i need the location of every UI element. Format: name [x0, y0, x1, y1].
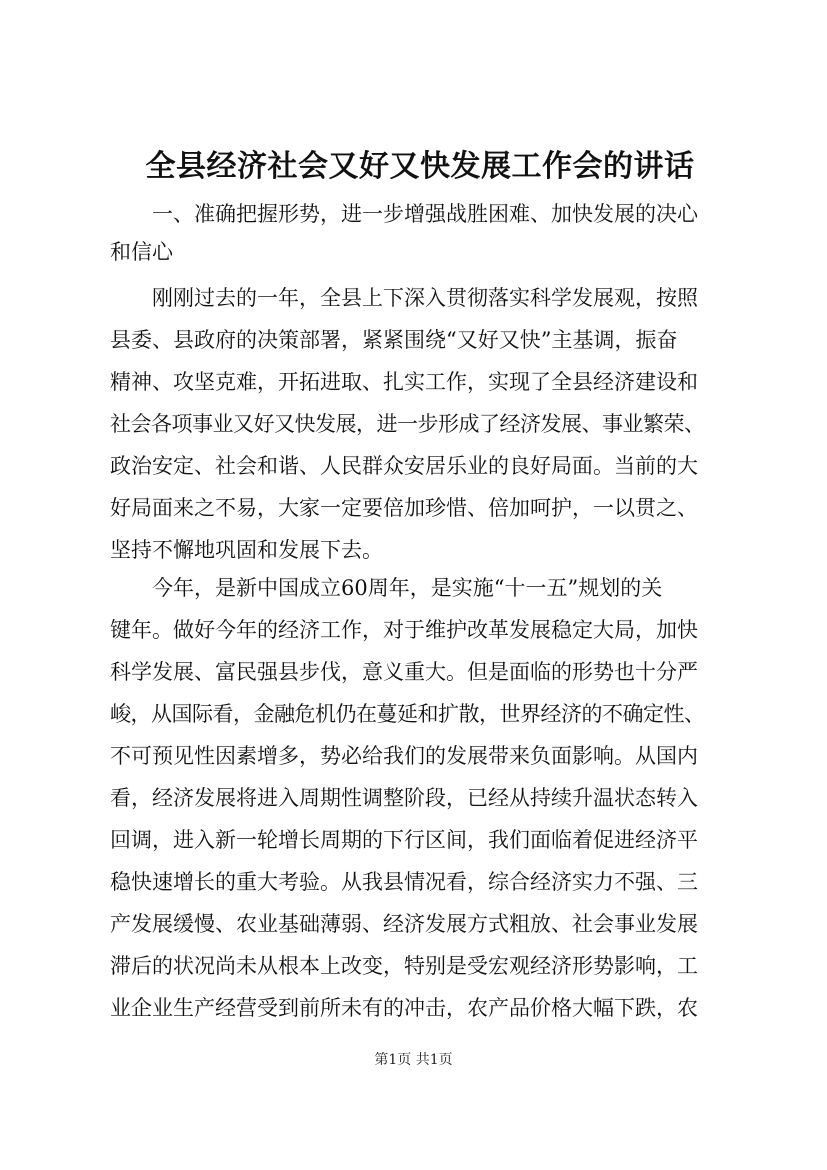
- body-line: 好局面来之不易，大家一定要倍加珍惜、倍加呵护，一以贯之、: [110, 496, 698, 520]
- body-line: 今年，是新中国成立60周年，是实施“十一五”规划的关: [152, 576, 663, 600]
- body-line: 不可预见性因素增多，势必给我们的发展带来负面影响。从国内: [110, 744, 698, 768]
- body-line: 稳快速增长的重大考验。从我县情况看，综合经济实力不强、三: [110, 870, 698, 894]
- body-line: 键年。做好今年的经济工作，对于维护改革发展稳定大局，加快: [110, 618, 698, 642]
- document-title: 全县经济社会又好又快发展工作会的讲话: [145, 149, 695, 184]
- body-line: 滞后的状况尚未从根本上改变，特别是受宏观经济形势影响，工: [110, 954, 698, 978]
- page-footer: 第1页 共1页: [374, 1052, 453, 1068]
- body-line: 坚持不懈地巩固和发展下去。: [110, 538, 383, 562]
- body-line: 刚刚过去的一年，全县上下深入贯彻落实科学发展观，按照: [152, 286, 698, 310]
- body-line: 政治安定、社会和谐、人民群众安居乐业的良好局面。当前的大: [110, 454, 698, 478]
- body-line: 精神、攻坚克难，开拓进取、扎实工作，实现了全县经济建设和: [110, 370, 698, 394]
- body-line: 业企业生产经营受到前所未有的冲击，农产品价格大幅下跌，农: [110, 996, 698, 1020]
- body-line: 社会各项事业又好又快发展，进一步形成了经济发展、事业繁荣、: [110, 412, 705, 436]
- body-line: 回调，进入新一轮增长周期的下行区间，我们面临着促进经济平: [110, 828, 698, 852]
- body-line: 峻，从国际看，金融危机仍在蔓延和扩散，世界经济的不确定性、: [110, 702, 705, 726]
- body-line: 一、准确把握形势，进一步增强战胜困难、加快发展的决心: [152, 202, 698, 226]
- body-line: 县委、县政府的决策部署，紧紧围绕“又好又快”主基调，振奋: [110, 328, 678, 352]
- body-line: 和信心: [110, 240, 173, 264]
- body-line: 科学发展、富民强县步伐，意义重大。但是面临的形势也十分严: [110, 660, 698, 684]
- body-line: 产发展缓慢、农业基础薄弱、经济发展方式粗放、社会事业发展: [110, 912, 698, 936]
- body-line: 看，经济发展将进入周期性调整阶段，已经从持续升温状态转入: [110, 786, 698, 810]
